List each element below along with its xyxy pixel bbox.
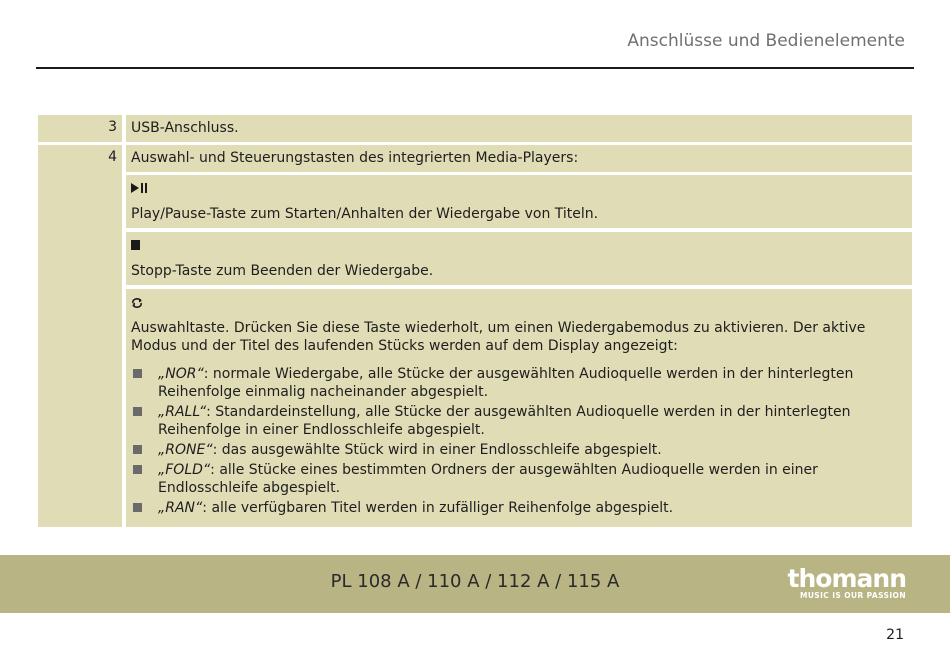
bullet-icon — [133, 503, 142, 512]
mode-item-ran — [131, 499, 904, 517]
mode-name: „RALL“ — [158, 404, 207, 420]
mode-item-rone — [131, 441, 904, 459]
row-number-4: 4 — [38, 145, 122, 527]
mode-item-rall — [131, 403, 904, 439]
logo-tagline: MUSIC IS OUR PASSION — [799, 591, 906, 600]
stop-icon — [131, 240, 140, 250]
play-pause-description: Play/Pause-Taste zum Starten/Anhalten der Wiedergabe von Titeln. — [131, 206, 599, 222]
mode-text: : normale Wiedergabe, alle Stücke der ausgewählten Audioquelle werden in der hinterlegten Reihenfolge einmalig nacheinander abgespielt. — [158, 366, 854, 400]
mode-list — [131, 365, 904, 517]
select-cell — [126, 289, 912, 527]
mode-name: „FOLD“ — [158, 462, 211, 478]
bullet-icon — [133, 445, 142, 454]
play-pause-icon — [131, 179, 147, 197]
footer-model: PL 108 A / 110 A / 112 A / 115 A — [330, 571, 620, 592]
row-number-3: 3 — [38, 115, 122, 142]
mode-text: : alle Stücke eines bestimmten Ordners der ausgewählten Audioquelle werden in einer Endlosschleife abgespielt. — [158, 462, 818, 496]
bullet-icon — [133, 465, 142, 474]
stop-cell — [126, 232, 912, 285]
page-number: 21 — [886, 627, 904, 643]
mode-name: „RONE“ — [158, 442, 213, 458]
mode-item-nor — [131, 365, 904, 401]
logo-wordmark: thomann — [787, 564, 906, 593]
bullet-icon — [133, 407, 142, 416]
header-title: Anschlüsse und Bedienelemente — [627, 31, 905, 51]
mode-text: : alle verfügbaren Titel werden in zufälliger Reihenfolge abgespielt. — [202, 500, 674, 516]
mode-name: „NOR“ — [158, 366, 204, 382]
mode-text: : Standardeinstellung, alle Stücke der ausgewählten Audioquelle werden in der hinterlegten Reihenfolge in einer Endlosschleife abgespielt. — [158, 404, 851, 438]
header-rule — [36, 67, 914, 69]
row-text-3: USB-Anschluss. — [126, 115, 912, 142]
repeat-icon — [131, 293, 143, 311]
mode-text: : das ausgewählte Stück wird in einer Endlosschleife abgespielt. — [212, 442, 662, 458]
footer-band — [0, 555, 950, 613]
bullet-icon — [133, 369, 142, 378]
select-description: Auswahltaste. Drücken Sie diese Taste wiederholt, um einen Wiedergabemodus zu aktivieren. Der aktive Modus und der Titel des laufenden Stücks werden auf dem Display angezeigt: — [131, 320, 866, 354]
mode-item-fold — [131, 461, 904, 497]
stop-description: Stopp-Taste zum Beenden der Wiedergabe. — [131, 263, 434, 279]
row-text-4: Auswahl- und Steuerungstasten des integrierten Media-Players: — [126, 145, 912, 172]
mode-name: „RAN“ — [158, 500, 203, 516]
thomann-logo — [787, 564, 906, 600]
play-pause-cell — [126, 175, 912, 228]
